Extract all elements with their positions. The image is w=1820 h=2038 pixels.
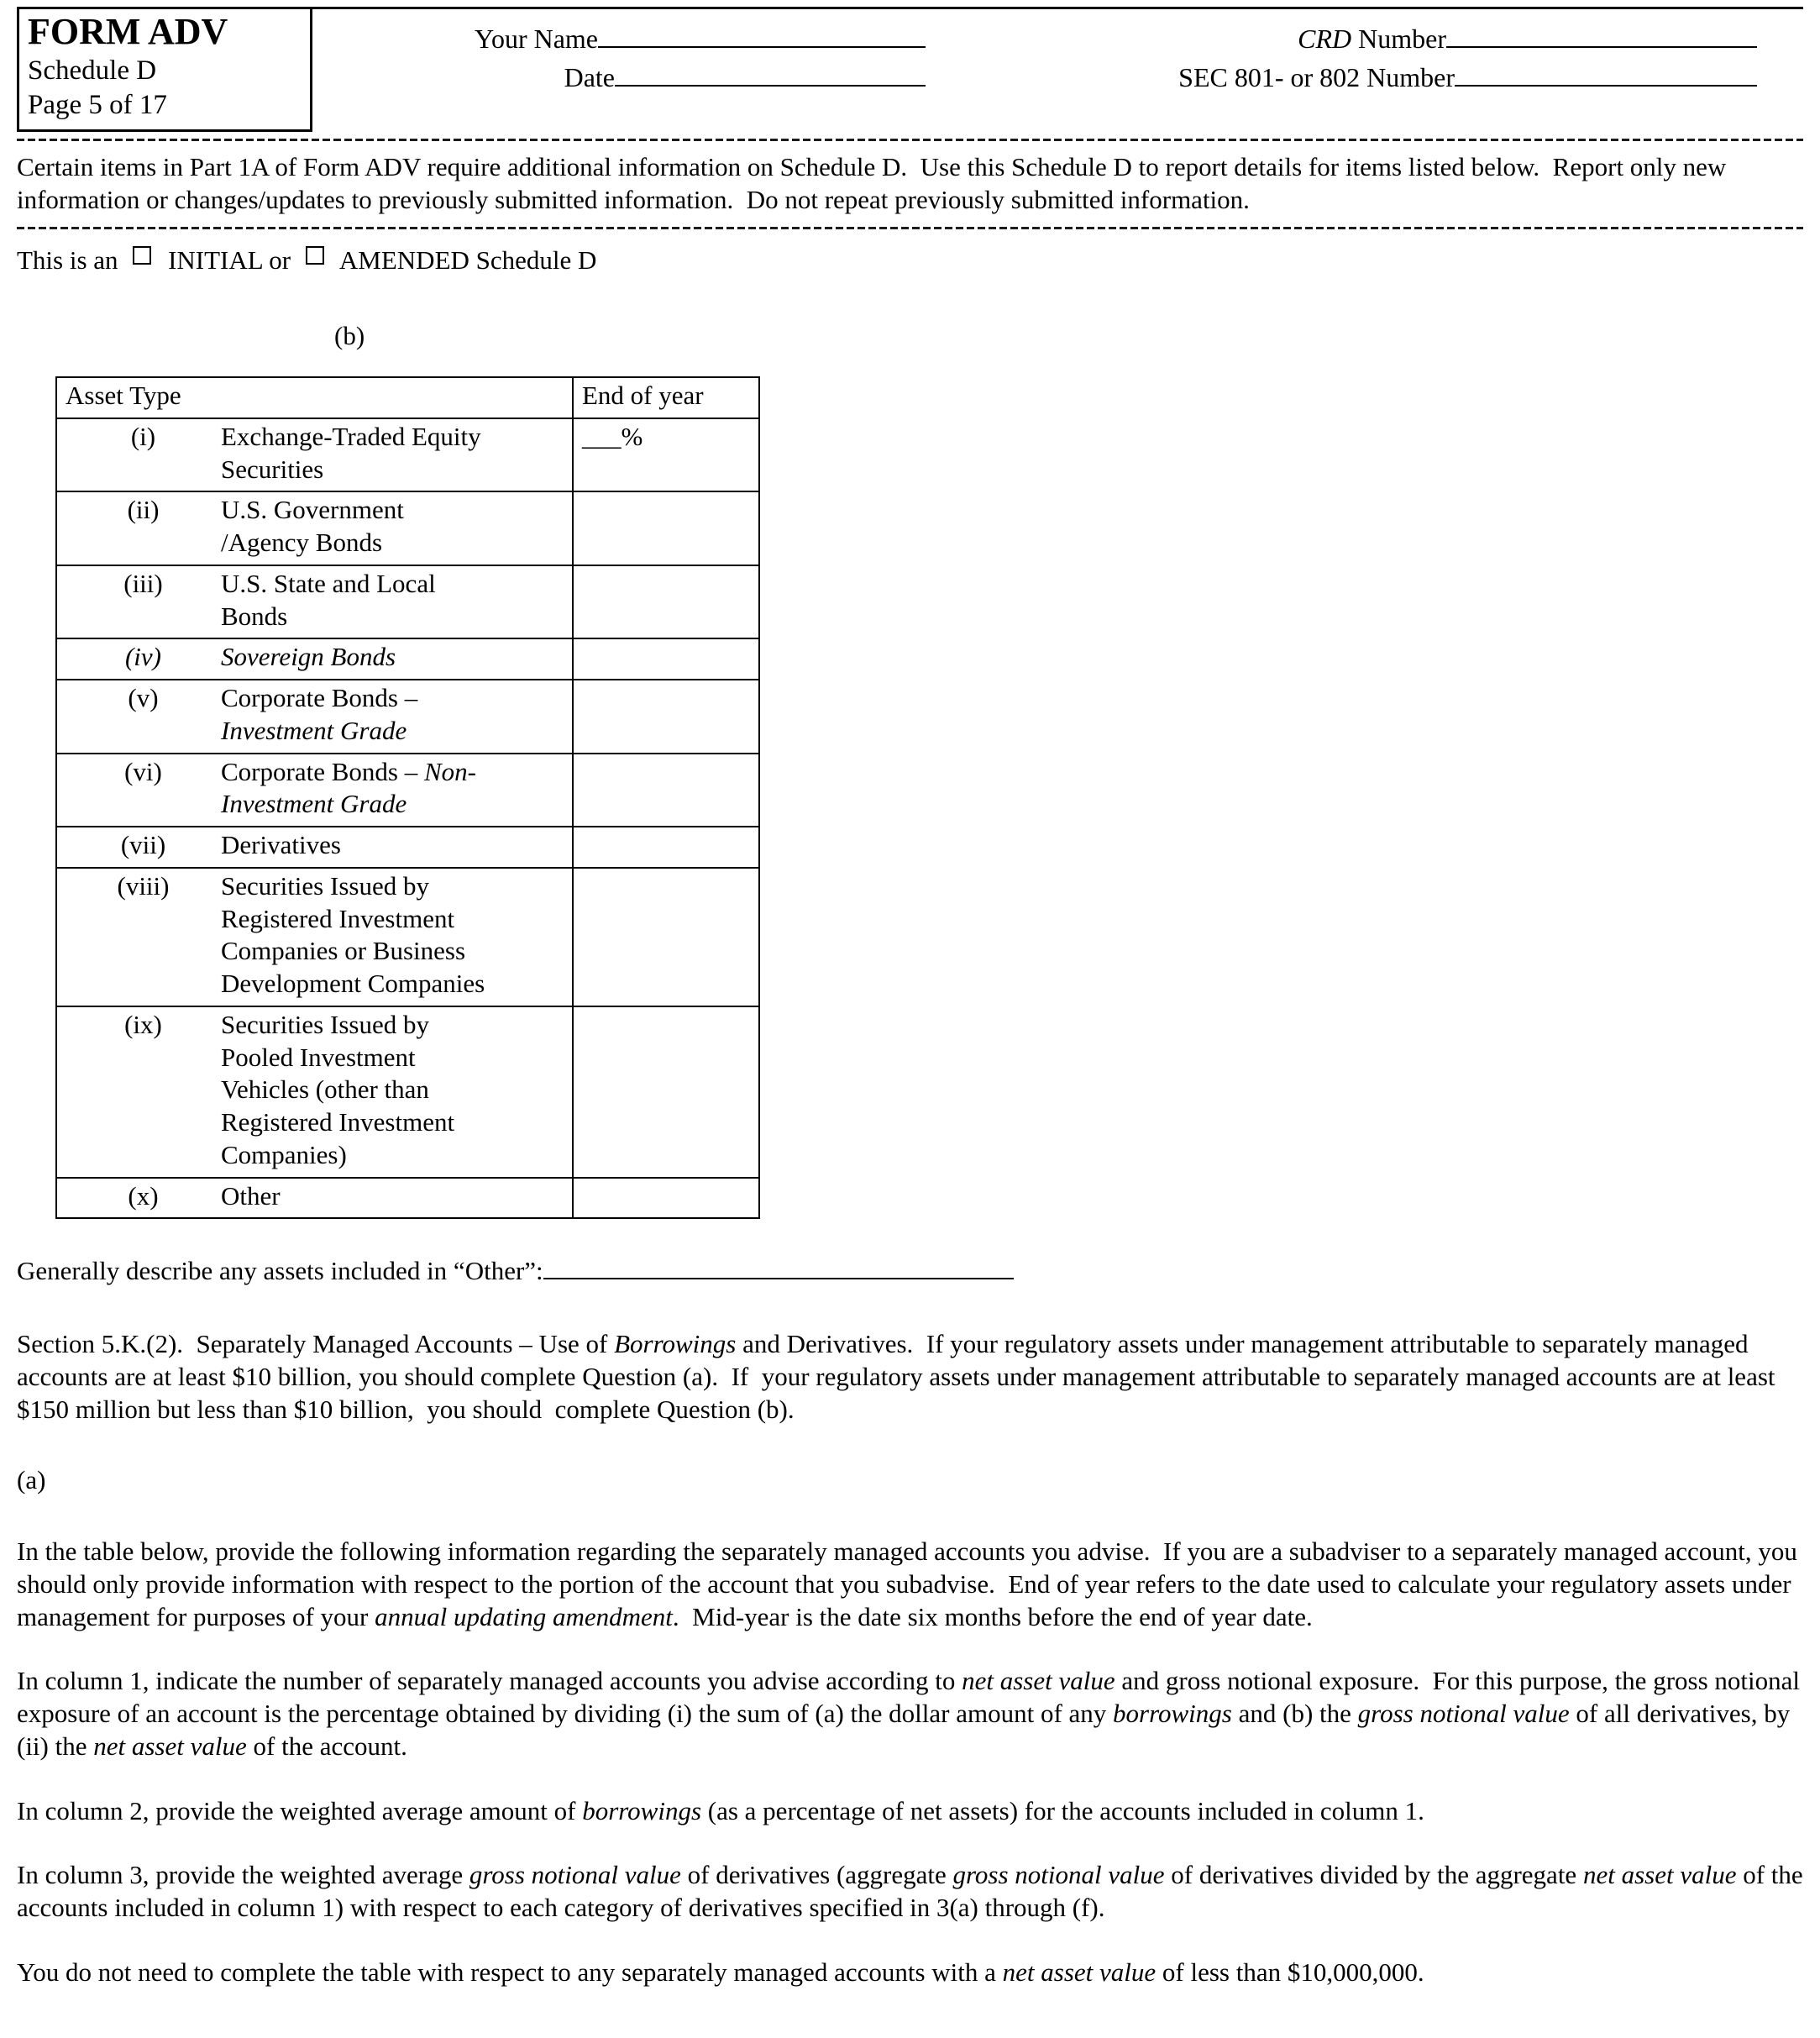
asset-row-label: U.S. State and Local Bonds	[221, 568, 436, 631]
asset-row-num: (ix)	[124, 1009, 162, 1039]
table-row-viii	[56, 868, 759, 1006]
schedule-type-line	[17, 244, 1803, 277]
date-row	[312, 58, 926, 97]
table-row-ix	[56, 1006, 759, 1178]
asset-table	[55, 376, 760, 1219]
asset-type-column-header: Asset Type	[56, 377, 573, 418]
sec-number-label: SEC 801- or 802 Number	[1178, 62, 1455, 92]
date-label: Date	[564, 62, 615, 92]
asset-row-num: (i)	[130, 421, 156, 451]
crd-number-row	[926, 19, 1757, 58]
your-name-label: Your Name	[475, 24, 598, 54]
asset-table-body	[56, 418, 759, 1219]
asset-row-value[interactable]	[573, 1178, 759, 1219]
asset-row-label: Securities Issued by Registered Investment Companies or Business Development Companies	[221, 870, 485, 999]
table-row-v	[56, 680, 759, 754]
nav-note-text: You do not need to complete the table with respect to any separately managed accounts with a net asset value of less than $10,000,000.	[17, 1957, 1424, 1987]
your-name-field[interactable]	[598, 19, 926, 48]
form-title-box	[17, 9, 312, 132]
form-schedule: Schedule D	[28, 55, 157, 86]
asset-row-num: (iv)	[124, 642, 162, 672]
table-row-ii	[56, 491, 759, 565]
column2-text: In column 2, provide the weighted average amount of borrowings (as a percentage of net assets) for the accounts included in column 1.	[17, 1795, 1424, 1825]
form-header	[17, 7, 1803, 132]
amended-checkbox[interactable]	[306, 246, 324, 265]
table-row-iii	[56, 565, 759, 639]
page-number: Page 5 of 17	[28, 89, 167, 120]
column3-text: In column 3, provide the weighted average gross notional value of derivatives (aggregate gross notional value of derivatives divided by the aggregate net asset value of the accounts included in column 1) with respect to each category of derivatives specified in 3(a) through (f).	[17, 1860, 1810, 1923]
asset-row-label: Exchange-Traded Equity Securities	[221, 421, 481, 484]
asset-row-num: (vii)	[120, 830, 166, 860]
asset-row-label: Derivatives	[221, 830, 341, 860]
asset-row-value[interactable]	[573, 868, 759, 1006]
asset-row-value[interactable]	[573, 638, 759, 680]
end-of-year-column-header: End of year	[573, 377, 759, 418]
section-5k2-text: Section 5.K.(2). Separately Managed Accounts – Use of Borrowings and Derivatives. If your regulatory assets under management attributable to separately managed accounts are at least $10 billion, you should complete Question (a). If your regulatory assets under management attributable to separately managed accounts are at least $150 million but less than $10 billion, you should complete Question (b).	[17, 1329, 1782, 1424]
form-title: FORM ADV	[28, 11, 228, 52]
section-a-label: (a)	[17, 1465, 46, 1495]
asset-row-value[interactable]	[573, 565, 759, 639]
intro-text: Certain items in Part 1A of Form ADV require additional information on Schedule D. Use this Schedule D to report details for items listed below. Report only new information or changes/updates to previously submitted information. Do not repeat previously submitted information.	[17, 152, 1733, 214]
asset-table-header-row	[56, 377, 759, 418]
asset-row-num: (ii)	[127, 495, 160, 525]
date-field[interactable]	[615, 58, 926, 87]
initial-label: INITIAL or	[168, 244, 291, 275]
header-crd-sec-fields	[926, 9, 1803, 132]
crd-number-field[interactable]	[1446, 19, 1757, 48]
asset-row-value[interactable]	[573, 1006, 759, 1178]
asset-row-num: (viii)	[117, 870, 170, 901]
asset-row-value[interactable]	[573, 491, 759, 565]
header-name-date-fields	[312, 9, 926, 132]
asset-row-label: Securities Issued by Pooled Investment Vehicles (other than Registered Investment Companies)	[221, 1009, 455, 1169]
asset-row-label: Sovereign Bonds	[221, 642, 396, 672]
table-intro-text: In the table below, provide the following information regarding the separately managed accounts you advise. If you are a subadviser to a separately managed account, you should only provide information with respect to the portion of the account that you subadvise. End of year refers to the date used to calculate your regulatory assets under management for purposes of your annual updating amendment. Mid-year is the date six months before the end of year date.	[17, 1536, 1804, 1631]
asset-row-num: (iii)	[123, 568, 163, 598]
table-row-vi	[56, 754, 759, 827]
initial-checkbox[interactable]	[133, 246, 151, 265]
asset-row-label: Corporate Bonds – Non-Investment Grade	[221, 756, 476, 819]
asset-row-num: (vi)	[124, 756, 162, 786]
section-b-label: (b)	[334, 321, 365, 351]
sec-number-row	[926, 58, 1757, 97]
other-describe-field[interactable]	[543, 1254, 1014, 1279]
column1-text: In column 1, indicate the number of separately managed accounts you advise according to net asset value and gross notional exposure. For this purpose, the gross notional exposure of an account is the percentage obtained by dividing (i) the sum of (a) the dollar amount of any borrowings and (b) the gross notional value of all derivatives, by (ii) the net asset value of the account.	[17, 1666, 1807, 1761]
divider-top	[17, 139, 1803, 141]
table-row-vii	[56, 827, 759, 868]
asset-row-num: (x)	[128, 1180, 159, 1211]
table-row-x	[56, 1178, 759, 1219]
other-describe-line	[17, 1254, 1803, 1288]
asset-row-label: Other	[221, 1180, 281, 1211]
other-describe-label: Generally describe any assets included in “Other”:	[17, 1256, 543, 1286]
asset-row-label: Corporate Bonds – Investment Grade	[221, 683, 418, 745]
asset-row-num: (v)	[128, 683, 159, 713]
your-name-row	[312, 19, 926, 58]
asset-row-value[interactable]: ___%	[573, 418, 759, 492]
asset-row-value[interactable]	[573, 754, 759, 827]
sec-number-field[interactable]	[1455, 58, 1757, 87]
table-row-i	[56, 418, 759, 492]
schedule-type-prefix: This is an	[17, 244, 118, 275]
table-row-iv	[56, 638, 759, 680]
divider-intro	[17, 227, 1803, 229]
asset-row-value[interactable]	[573, 827, 759, 868]
amended-label: AMENDED Schedule D	[338, 244, 597, 275]
asset-row-label: U.S. Government /Agency Bonds	[221, 495, 404, 558]
asset-row-value[interactable]	[573, 680, 759, 754]
crd-number-label: CRD Number	[1298, 24, 1446, 54]
